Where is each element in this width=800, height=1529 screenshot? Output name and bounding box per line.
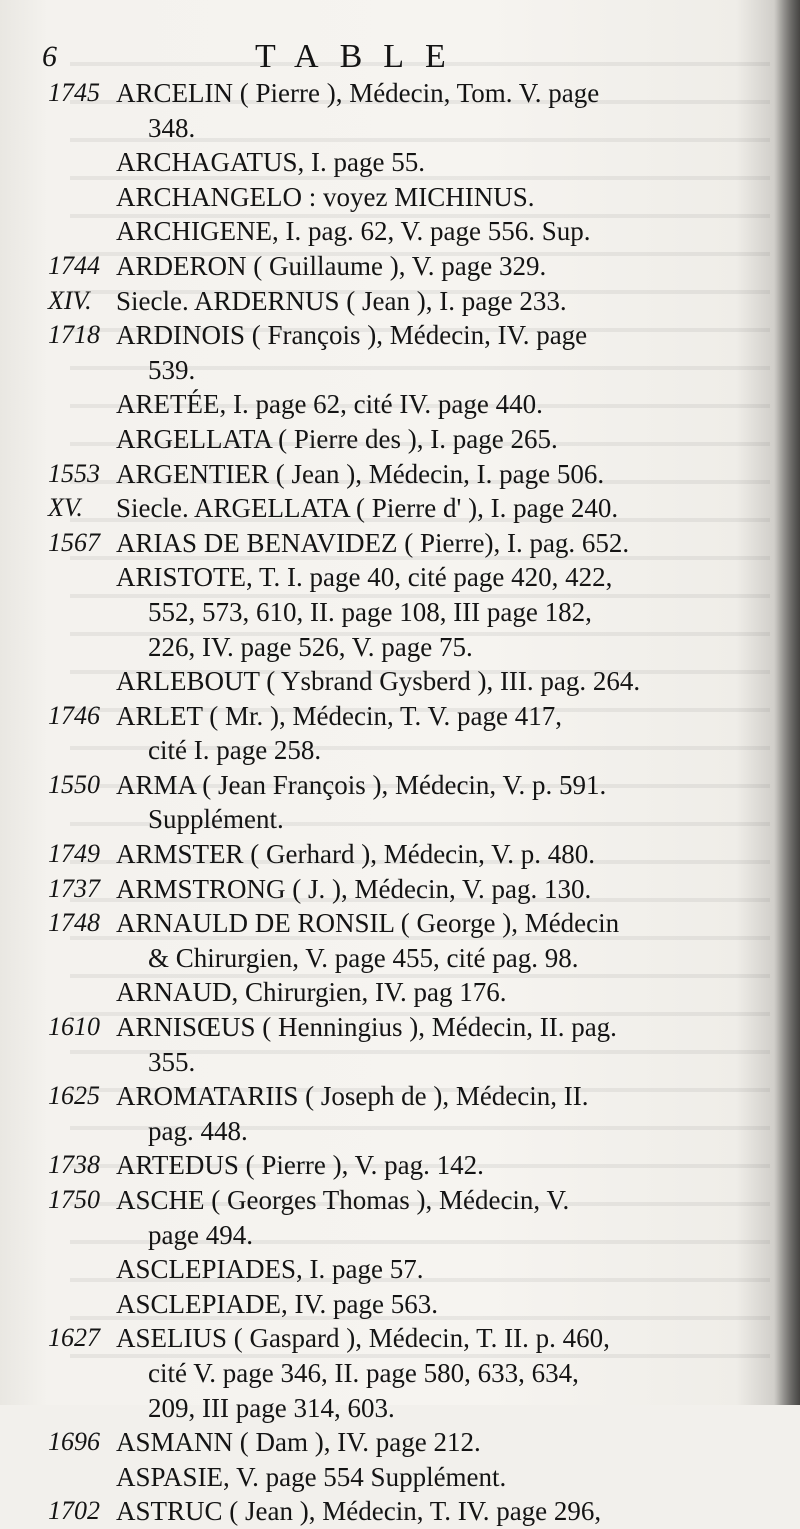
entry-text: ARMA ( Jean François ), Médecin, V. p. 591. [116, 769, 607, 800]
index-entry [0, 526, 800, 561]
index-entry [0, 214, 800, 249]
entry-text: ARDINOIS ( François ), Médecin, IV. page [116, 320, 588, 351]
entry-text: ARCELIN ( Pierre ), Médecin, Tom. V. page [116, 78, 600, 108]
index-entry [0, 1148, 800, 1183]
index-entry [0, 1252, 800, 1287]
entry-text: ARMSTER ( Gerhard ), Médecin, V. p. 480. [116, 839, 595, 870]
index-entry [0, 284, 800, 319]
entry-year: 1627 [48, 1323, 100, 1353]
index-entry [0, 491, 800, 526]
index-entry [0, 1287, 800, 1322]
entry-text: ARLEBOUT ( Ysbrand Gysberd ), III. pag. 264. [116, 666, 641, 697]
entry-continuation: 552, 573, 610, II. page 108, III page 182, [148, 596, 592, 627]
index-entry [0, 387, 800, 422]
entry-text: ARMSTRONG ( J. ), Médecin, V. pag. 130. [116, 873, 592, 904]
entry-text: ARLET ( Mr. ), Médecin, T. V. page 417, [116, 700, 562, 731]
index-entry [0, 872, 800, 907]
index-entry [0, 318, 800, 387]
entry-text: ARGENTIER ( Jean ), Médecin, I. page 506. [116, 458, 605, 489]
index-entry [0, 76, 800, 145]
entry-continuation: cité I. page 258. [148, 735, 322, 766]
entry-continuation: pag. 448. [148, 1115, 248, 1146]
entry-text: ARCHANGELO : voyez MICHINUS. [116, 181, 535, 212]
entry-text: ASTRUC ( Jean ), Médecin, T. IV. page 296, [116, 1496, 602, 1527]
index-entry [0, 1494, 800, 1529]
entry-year: 1567 [48, 527, 100, 557]
entry-continuation: 355. [148, 1046, 196, 1077]
entry-text: ARTEDUS ( Pierre ), V. pag. 142. [116, 1150, 484, 1181]
entry-text: ASPASIE, V. page 554 Supplément. [116, 1461, 507, 1492]
index-entry [0, 1079, 800, 1148]
entry-year: 1745 [48, 78, 100, 107]
index-entry [0, 768, 800, 837]
entry-text: ASELIUS ( Gaspard ), Médecin, T. II. p. 460, [116, 1323, 610, 1354]
index-entry [0, 1010, 800, 1079]
entry-text: ARIAS DE BENAVIDEZ ( Pierre), I. pag. 652. [116, 527, 630, 558]
entry-year: XIV. [48, 285, 92, 315]
entry-continuation: cité V. page 346, II. page 580, 633, 634, [148, 1357, 579, 1388]
entry-text: ASCLEPIADES, I. page 57. [116, 1254, 424, 1285]
index-entries [0, 76, 800, 1529]
entry-continuation: page 494. [148, 1219, 253, 1250]
entry-year: 1746 [48, 700, 100, 730]
page-number: 6 [42, 40, 57, 73]
entry-year: 1744 [48, 250, 100, 280]
entry-year: 1718 [48, 320, 100, 350]
entry-year: 1702 [48, 1496, 100, 1526]
index-entry [0, 422, 800, 457]
entry-text: AROMATARIIS ( Joseph de ), Médecin, II. [116, 1081, 589, 1112]
entry-year: 1610 [48, 1012, 100, 1042]
entry-continuation: 209, III page 314, 603. [148, 1392, 395, 1423]
entry-year: 1553 [48, 458, 100, 488]
entry-text: ARGELLATA ( Pierre des ), I. page 265. [116, 423, 558, 454]
entry-year: 1749 [48, 839, 100, 869]
entry-text: ARNISŒUS ( Henningius ), Médecin, II. pag. [116, 1012, 617, 1043]
entry-text: ARNAUD, Chirurgien, IV. pag 176. [116, 977, 507, 1008]
entry-year: 1550 [48, 769, 100, 799]
entry-text: ARCHIGENE, I. pag. 62, V. page 556. Sup. [116, 216, 591, 247]
entry-continuation: & Chirurgien, V. page 455, cité pag. 98. [148, 942, 579, 973]
index-entry [0, 1425, 800, 1460]
entry-continuation: 348. [148, 112, 196, 143]
entry-year: 1696 [48, 1427, 100, 1457]
entry-year: XV. [48, 493, 83, 523]
entry-year: 1748 [48, 908, 100, 938]
index-entry [0, 457, 800, 492]
entry-year: 1737 [48, 873, 100, 903]
index-entry [0, 664, 800, 699]
index-entry [0, 1460, 800, 1495]
index-entry [0, 180, 800, 215]
index-entry [0, 249, 800, 284]
entry-text: ARETÉE, I. page 62, cité IV. page 440. [116, 389, 543, 420]
entry-text: ARNAULD DE RONSIL ( George ), Médecin [116, 908, 620, 939]
entry-text: ARISTOTE, T. I. page 40, cité page 420, 422, [116, 562, 613, 593]
entry-text: ASMANN ( Dam ), IV. page 212. [116, 1427, 481, 1458]
index-entry [0, 1183, 800, 1252]
entry-text: ARCHAGATUS, I. page 55. [116, 147, 425, 178]
entry-year: 1750 [48, 1185, 100, 1214]
entry-continuation: 226, IV. page 526, V. page 75. [148, 631, 473, 662]
entry-text: ARDERON ( Guillaume ), V. page 329. [116, 250, 547, 281]
entry-continuation: Supplément. [148, 804, 284, 835]
index-entry [0, 145, 800, 180]
index-entry [0, 837, 800, 872]
index-entry [0, 975, 800, 1010]
index-entry [0, 560, 800, 664]
entry-text: Siecle. ARGELLATA ( Pierre d' ), I. page 240. [116, 493, 619, 524]
entry-year: 1738 [48, 1150, 100, 1180]
index-entry [0, 1321, 800, 1425]
entry-year: 1625 [48, 1081, 100, 1111]
index-entry [0, 906, 800, 975]
entry-text: ASCLEPIADE, IV. page 563. [116, 1288, 438, 1319]
entry-text: ASCHE ( Georges Thomas ), Médecin, V. [116, 1185, 570, 1215]
entry-text: Siecle. ARDERNUS ( Jean ), I. page 233. [116, 285, 567, 316]
index-entry [0, 699, 800, 768]
entry-continuation: 539. [148, 354, 196, 385]
running-head-title: TABLE [255, 38, 467, 75]
